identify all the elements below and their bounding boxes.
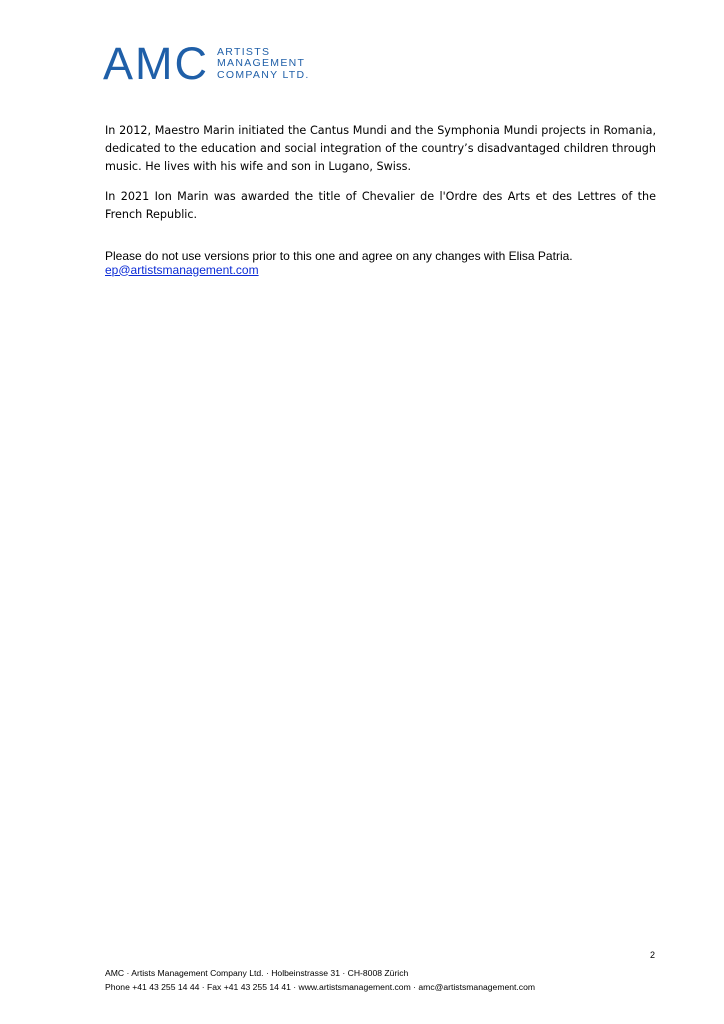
contact-email-link[interactable]: ep@artistsmanagement.com xyxy=(105,262,259,277)
logo-wordmark xyxy=(217,47,310,82)
document-body xyxy=(105,122,656,277)
page-footer xyxy=(105,966,535,994)
logo-line-company: COMPANY LTD. xyxy=(217,68,310,81)
logo-line-management: MANAGEMENT xyxy=(217,57,306,70)
notice-text: Please do not use versions prior to this one and agree on any changes with Elisa Patria. xyxy=(105,249,573,263)
version-notice xyxy=(105,250,656,277)
page-number: 2 xyxy=(649,950,655,960)
paragraph-chevalier: In 2021 Ion Marin was awarded the title of Chevalier de l'Ordre des Arts et des Lettres of the French Republic. xyxy=(105,190,656,221)
logo-mark: AMC xyxy=(103,38,209,89)
logo-line-artists: ARTISTS xyxy=(217,45,271,58)
company-logo xyxy=(103,38,310,89)
footer-contact: Phone +41 43 255 14 44 · Fax +41 43 255 14 41 · www.artistsmanagement.com · amc@artistsmanagement.com xyxy=(105,982,536,992)
paragraph-cantus-mundi: In 2012, Maestro Marin initiated the Cantus Mundi and the Symphonia Mundi projects in Romania, dedicated to the education and social integration of the country’s disadvantaged children through music. He lives with his wife and son in Lugano, Swiss. xyxy=(105,124,656,173)
footer-address: AMC · Artists Management Company Ltd. · Holbeinstrasse 31 · CH-8008 Zürich xyxy=(105,968,409,978)
